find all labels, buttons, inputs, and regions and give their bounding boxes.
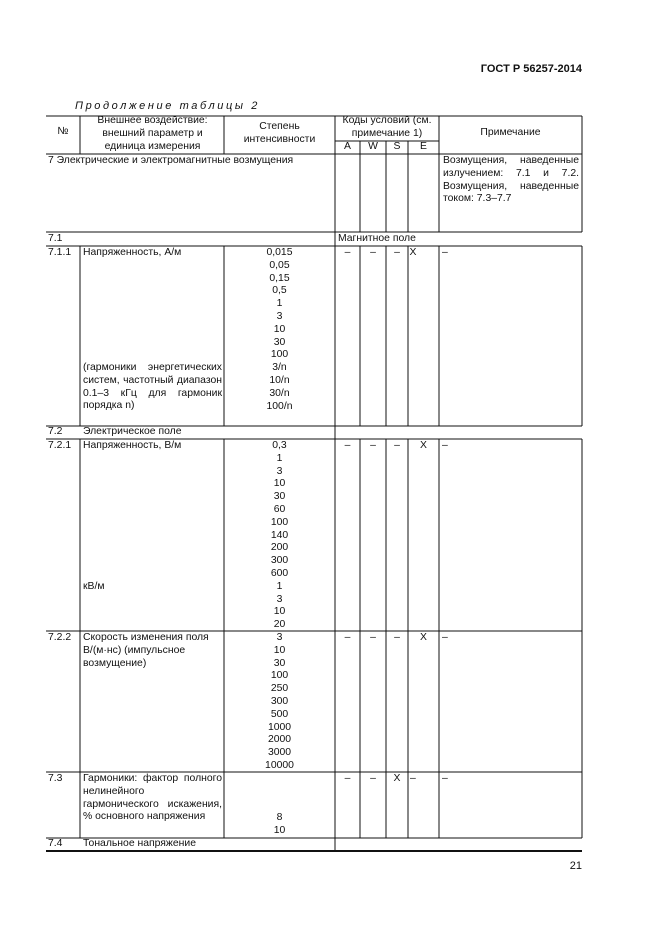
- intensity-value: 1: [276, 580, 283, 592]
- intensity-value: 8: [276, 812, 283, 823]
- intensity-value: 10: [273, 606, 286, 618]
- intensity-value: 100/n: [266, 400, 293, 412]
- row-7-2-2-number: 7.2.2: [48, 632, 72, 643]
- page-number: 21: [569, 860, 582, 872]
- row-7-1-1-note: –: [442, 247, 448, 258]
- row-7-2-number: 7.2: [48, 426, 63, 437]
- intensity-value: 10: [273, 824, 286, 836]
- intensity-value: 100: [270, 670, 289, 682]
- intensity-value: 0,5: [272, 285, 287, 297]
- row-7-2-2-note: –: [442, 632, 448, 643]
- intensity-value: 10: [273, 478, 286, 490]
- table-continuation-caption: Продолжение таблицы 2: [75, 100, 260, 112]
- header-codes: Коды условий (см. примечание 1): [342, 115, 432, 139]
- intensity-value: 0,15: [269, 272, 290, 284]
- header-impact: Внешнее воздействие: внешний параметр и единица измерения: [97, 115, 208, 152]
- header-code-s: S: [393, 141, 401, 152]
- row-7-3-note: –: [442, 773, 448, 784]
- intensity-value: 10: [273, 644, 286, 656]
- intensity-value: 10/n: [269, 374, 290, 386]
- intensity-value: 10000: [265, 759, 294, 771]
- row-7-3-parameter: Гармоники: фактор полного нелинейного гармонического искажения, % основного напряжения: [83, 773, 222, 823]
- row-7-1-1-number: 7.1.1: [48, 247, 72, 258]
- row-7-2-1-code-e: X: [420, 440, 427, 451]
- row-7-1-title: Магнитное поле: [338, 233, 416, 244]
- intensity-value: 20: [273, 619, 286, 631]
- intensity-value: 3: [276, 593, 283, 605]
- intensity-value: 3000: [267, 747, 292, 759]
- intensity-value: 1: [276, 452, 283, 464]
- intensity-value: 1: [276, 298, 283, 310]
- row-7-1-1-code-w: –: [370, 247, 376, 258]
- row-7-1-number: 7.1: [48, 233, 63, 244]
- header-degree: Степень интенсивности: [243, 121, 316, 145]
- intensity-value: 3: [276, 632, 283, 643]
- intensity-value: 250: [270, 683, 289, 695]
- intensity-value: 200: [270, 542, 289, 554]
- intensity-value: 30: [273, 657, 286, 669]
- intensity-value: 0,3: [272, 440, 287, 451]
- row-7-3-code-a: –: [344, 773, 351, 784]
- row-7-2-2-values: [224, 632, 335, 773]
- row-7-1-1-values: [224, 247, 335, 413]
- intensity-value: 3/n: [272, 362, 287, 374]
- header-note: Примечание: [480, 127, 541, 138]
- intensity-value: 300: [270, 555, 289, 567]
- row-7-1-1-code-e: X: [409, 247, 417, 258]
- row-7-2-1-number: 7.2.1: [48, 440, 72, 451]
- intensity-value: 500: [270, 708, 289, 720]
- intensity-value: 30/n: [269, 387, 290, 399]
- row-7-2-1-code-a: –: [344, 440, 351, 451]
- header-code-w: W: [368, 141, 378, 152]
- header-code-a: A: [344, 141, 351, 152]
- row-7-2-1-unit-kv: кВ/м: [83, 581, 105, 592]
- document-code: ГОСТ Р 56257-2014: [480, 63, 582, 75]
- row-7-3-values: [224, 812, 335, 838]
- row-7-2-2-code-w: –: [370, 632, 376, 643]
- row-7-2-2-parameter: Скорость изменения поля В/(м·нс) (импульсное возмущение): [83, 632, 209, 669]
- row-7-2-1-code-s: –: [394, 440, 400, 451]
- intensity-value: 30: [273, 336, 286, 348]
- row-7-1-1-code-s: –: [394, 247, 400, 258]
- header-number: №: [57, 126, 69, 137]
- row-7-3-number: 7.3: [48, 773, 63, 784]
- intensity-value: 30: [273, 491, 286, 503]
- intensity-value: 2000: [267, 734, 292, 746]
- row-7-1-1-code-a: –: [344, 247, 351, 258]
- intensity-value: 300: [270, 695, 289, 707]
- intensity-value: 3: [276, 310, 283, 322]
- row-7-3-code-e: –: [410, 773, 416, 784]
- intensity-value: 140: [270, 529, 289, 541]
- header-code-e: E: [420, 141, 427, 152]
- row-7-1-1-harmonics-note: (гармоники энергетических систем, частотный диапазон 0.1–3 кГц для гармоник порядка n): [83, 362, 222, 412]
- row-7-2-2-code-e: X: [420, 632, 427, 643]
- intensity-value: 3: [276, 465, 283, 477]
- row-7-2-2-code-s: –: [394, 632, 400, 643]
- row-7-2-1-parameter: Напряженность, В/м: [83, 440, 182, 451]
- section-7-note: Возмущения, наведенные излучением: 7.1 и 7.2. Возмущения, наведенные током: 7.3–7.7: [443, 155, 579, 205]
- row-7-2-1-values: [224, 440, 335, 632]
- intensity-value: 1000: [267, 721, 292, 733]
- intensity-value: 0,015: [266, 247, 293, 258]
- row-7-2-2-code-a: –: [344, 632, 351, 643]
- row-7-4-number: 7.4: [48, 838, 63, 849]
- intensity-value: 0,05: [269, 259, 290, 271]
- section-7-title: 7 Электрические и электромагнитные возмущения: [48, 155, 294, 166]
- intensity-value: 600: [270, 567, 289, 579]
- intensity-value: 60: [273, 503, 286, 515]
- row-7-2-title: Электрическое поле: [83, 426, 182, 437]
- intensity-value: 100: [270, 349, 289, 361]
- row-7-4-title: Тональное напряжение: [83, 838, 196, 849]
- row-7-3-code-s: X: [393, 773, 401, 784]
- row-7-3-code-w: –: [370, 773, 376, 784]
- row-7-1-1-parameter: Напряженность, А/м: [83, 247, 182, 258]
- intensity-value: 100: [270, 516, 289, 528]
- row-7-2-1-code-w: –: [370, 440, 376, 451]
- intensity-value: 10: [273, 323, 286, 335]
- row-7-2-1-note: –: [442, 440, 448, 451]
